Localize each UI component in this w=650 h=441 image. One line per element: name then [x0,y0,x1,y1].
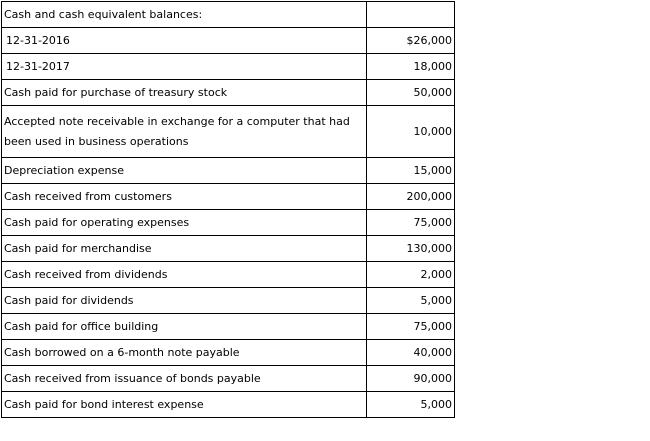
row-amount: 40,000 [366,340,454,366]
row-amount: 15,000 [366,158,454,184]
row-amount: 90,000 [366,366,454,392]
row-amount [366,2,454,28]
row-amount: 50,000 [366,80,454,106]
row-amount: 5,000 [366,392,454,418]
row-amount: 130,000 [366,236,454,262]
row-amount: 200,000 [366,184,454,210]
cash-flow-data-table [1,1,455,418]
table-row [2,106,455,158]
row-label: Cash borrowed on a 6-month note payable [2,340,367,366]
row-label: 12-31-2017 [2,54,367,80]
table-row [2,28,455,54]
row-label: Cash paid for dividends [2,288,367,314]
table-row [2,2,455,28]
row-label: Cash and cash equivalent balances: [2,2,367,28]
row-label: Cash received from customers [2,184,367,210]
row-label: Cash paid for purchase of treasury stock [2,80,367,106]
row-label: Cash paid for operating expenses [2,210,367,236]
row-amount: 18,000 [366,54,454,80]
table-row [2,314,455,340]
table-row [2,184,455,210]
row-amount: 75,000 [366,314,454,340]
row-label: Cash received from dividends [2,262,367,288]
row-amount: 2,000 [366,262,454,288]
table-row [2,236,455,262]
table-row [2,392,455,418]
table-row [2,158,455,184]
row-label: Cash paid for office building [2,314,367,340]
row-label: 12-31-2016 [2,28,367,54]
row-amount: $26,000 [366,28,454,54]
row-amount: 5,000 [366,288,454,314]
table-row [2,288,455,314]
table-row [2,262,455,288]
row-label: Accepted note receivable in exchange for a computer that had been used in business operations [2,106,367,158]
row-label: Cash paid for merchandise [2,236,367,262]
row-label: Cash paid for bond interest expense [2,392,367,418]
table-row [2,366,455,392]
table-row [2,210,455,236]
table-row [2,54,455,80]
row-amount: 75,000 [366,210,454,236]
table-row [2,340,455,366]
row-label: Cash received from issuance of bonds payable [2,366,367,392]
row-amount: 10,000 [366,106,454,158]
row-label: Depreciation expense [2,158,367,184]
table-row [2,80,455,106]
